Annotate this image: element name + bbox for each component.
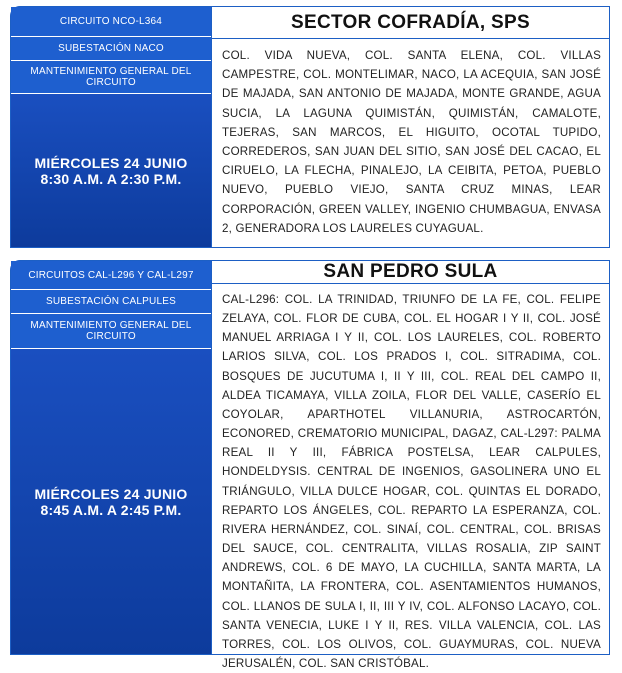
block-info-column (11, 7, 211, 247)
schedule-date (11, 349, 211, 654)
outage-block-cofradia (10, 6, 610, 248)
affected-areas: COL. VIDA NUEVA, COL. SANTA ELENA, COL. VILLAS CAMPESTRE, COL. MONTELIMAR, NACO, LA ACEQUIA, SAN JOSÉ DE MAJADA, SAN ANTONIO DE MAJADA, MONTE GRANDE, AGUA SUCIA, LA LAGUNA QUIMISTÁN, QUIMISTÁN, CAMALOTE, TEJERAS, SAN MARCOS, EL HIGUITO, OCOTAL TUPIDO, CORREDEROS, SAN JUAN DEL SITIO, SAN JOSÉ DEL CACAO, EL CIRUELO, LA FLECHA, PINALEJO, LA CEIBITA, PETOA, PUEBLO NUEVO, PUEBLO VIEJO, SANTA CRUZ MINAS, LEAR CORPORACIÓN, GREEN VALLEY, INGENIO CHUMBAGUA, ENVASA 2, GENERADORA LOS LAURELES CUYAGUAL. (222, 49, 601, 235)
schedule-day: MIÉRCOLES 24 JUNIO (34, 485, 188, 502)
maintenance-label: MANTENIMIENTO GENERAL DEL CIRCUITO (11, 61, 211, 94)
sector-title: SECTOR COFRADÍA, SPS (212, 7, 609, 39)
schedule-date (11, 94, 211, 247)
circuit-label: CIRCUITOS CAL-L296 Y CAL-L297 (11, 261, 211, 290)
substation-label: SUBESTACIÓN CALPULES (11, 290, 211, 314)
outage-block-san-pedro-sula (10, 260, 610, 670)
affected-areas: CAL-L296: COL. LA TRINIDAD, TRIUNFO DE LA FE, COL. FELIPE ZELAYA, COL. FLOR DE CUBA, COL. EL HOGAR I Y II, COL. JOSÉ MANUEL ARRIAGA I Y II, COL. LOS LAURELES, COL. ROBERTO LARIOS SILVA, COL. LOS PRADOS I, COL. SITRADIMA, COL. BOSQUES DE JUCUTUMA I, II Y III, COL. REAL DEL CAMPO II, ALDEA TICAMAYA, VILLA ZOILA, FLOR DEL VALLE, CASERÍO EL COYOLAR, APARTHOTEL VILLANURIA, ASTROCARTÓN, ECONORED, CREMATORIO MUNICIPAL, DAGAZ, CAL-L297: PALMA REAL II Y III, FÁBRICA POSTELSA, LEAR CALPULES, HONDELDYSIS. CENTRAL DE INGENIOS, GASOLINERA UNO EL TRIÁNGULO, VILLA DULCE HOGAR, COL. QUINTAS EL DORADO, REPARTO LOS ÁNGELES, COL. REPARTO LA ESPERANZA, COL. RIVERA HERNÁNDEZ, COL. SINAÍ, COL. CENTRAL, COL. BRISAS DEL SAUCE, COL. CENTRALITA, VILLAS ROSALIA, ZIP SAINT ANDREWS, COL. 6 DE MAYO, LA CUCHILLA, SANTA MARTA, LA MONTAÑITA, LA FRONTERA, COL. ASENTAMIENTOS HUMANOS, COL. LLANOS DE SULA I, II, III Y IV, COL. ALFONSO LACAYO, COL. SANTA VENECIA, LUKE I Y II, RES. VILLA VALENCIA, COL. LAS TORRES, COL. LOS OLIVOS, COL. GUAYMURAS, COL. NUEVA JERUSALÉN, COL. SAN CRISTÓBAL. (222, 293, 601, 670)
block-content-column (211, 7, 609, 247)
block-content-column (211, 261, 609, 670)
schedule-time: 8:45 A.M. A 2:45 P.M. (40, 501, 182, 518)
schedule-day: MIÉRCOLES 24 JUNIO (34, 154, 188, 171)
sector-title: SAN PEDRO SULA (212, 261, 609, 284)
schedule-time: 8:30 A.M. A 2:30 P.M. (40, 170, 182, 187)
substation-label: SUBESTACIÓN NACO (11, 37, 211, 61)
circuit-label: CIRCUITO NCO-L364 (11, 7, 211, 37)
block-info-column (11, 261, 211, 654)
maintenance-label: MANTENIMIENTO GENERAL DEL CIRCUITO (11, 314, 211, 349)
